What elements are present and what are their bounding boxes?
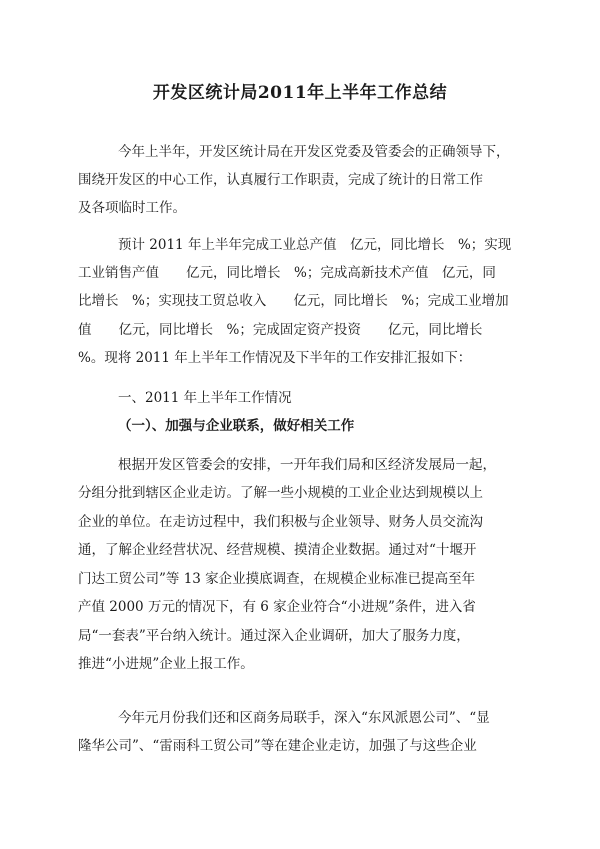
paragraph-2-line-5: %。现将 2011 年上半年工作情况及下半年的工作安排汇报如下： xyxy=(78,350,472,366)
paragraph-3-line-3: 企业的单位。在走访过程中，我们积极与企业领导、财务人员交流沟 xyxy=(78,514,483,530)
paragraph-1-line-3: 及各项临时工作。 xyxy=(78,200,186,216)
paragraph-2-line-4: 值 亿元，同比增长 %；完成固定资产投资 亿元，同比增长 xyxy=(78,322,483,338)
paragraph-3-line-4: 通，了解企业经营状况、经营规模、摸清企业数据。通过对“十堰开 xyxy=(78,542,477,558)
paragraph-3-line-1: 根据开发区管委会的安排，一开年我们局和区经济发展局一起， xyxy=(118,457,496,473)
paragraph-3-line-8: 推进“小进规”企业上报工作。 xyxy=(78,656,254,672)
paragraph-3-line-5: 门达工贸公司”等 13 家企业摸底调查，在规模企业标准已提高至年 xyxy=(78,571,476,587)
document-title: 开发区统计局2011年上半年工作总结 xyxy=(152,83,448,103)
paragraph-4-line-1: 今年元月份我们还和区商务局联手，深入“东风派恩公司”、“显 xyxy=(118,710,490,726)
paragraph-3-line-6: 产值 2000 万元的情况下，有 6 家企业符合“小进规”条件，进入省 xyxy=(78,599,476,615)
paragraph-2-line-2: 工业销售产值 亿元，同比增长 %；完成高新技术产值 亿元，同 xyxy=(78,265,496,281)
paragraph-4-line-2: 隆华公司”、“雷雨科工贸公司”等在建企业走访，加强了与这些企业 xyxy=(78,738,477,754)
paragraph-1-line-2: 围绕开发区的中心工作，认真履行工作职责，完成了统计的日常工作 xyxy=(78,172,483,188)
section-heading: 一、2011 年上半年工作情况 xyxy=(118,390,292,406)
paragraph-1-line-1: 今年上半年，开发区统计局在开发区党委及管委会的正确领导下， xyxy=(118,144,510,160)
paragraph-3-line-2: 分组分批到辖区企业走访。了解一些小规模的工业企业达到规模以上 xyxy=(78,485,483,501)
paragraph-2-line-3: 比增长 %；实现技工贸总收入 亿元，同比增长 %；完成工业增加 xyxy=(78,293,509,309)
paragraph-3-line-7: 局“一套表”平台纳入统计。通过深入企业调研，加大了服务力度， xyxy=(78,628,470,644)
subsection-heading: （一）、加强与企业联系，做好相关工作 xyxy=(118,418,355,434)
paragraph-2-line-1: 预计 2011 年上半年完成工业总产值 亿元，同比增长 %；实现 xyxy=(118,237,512,253)
